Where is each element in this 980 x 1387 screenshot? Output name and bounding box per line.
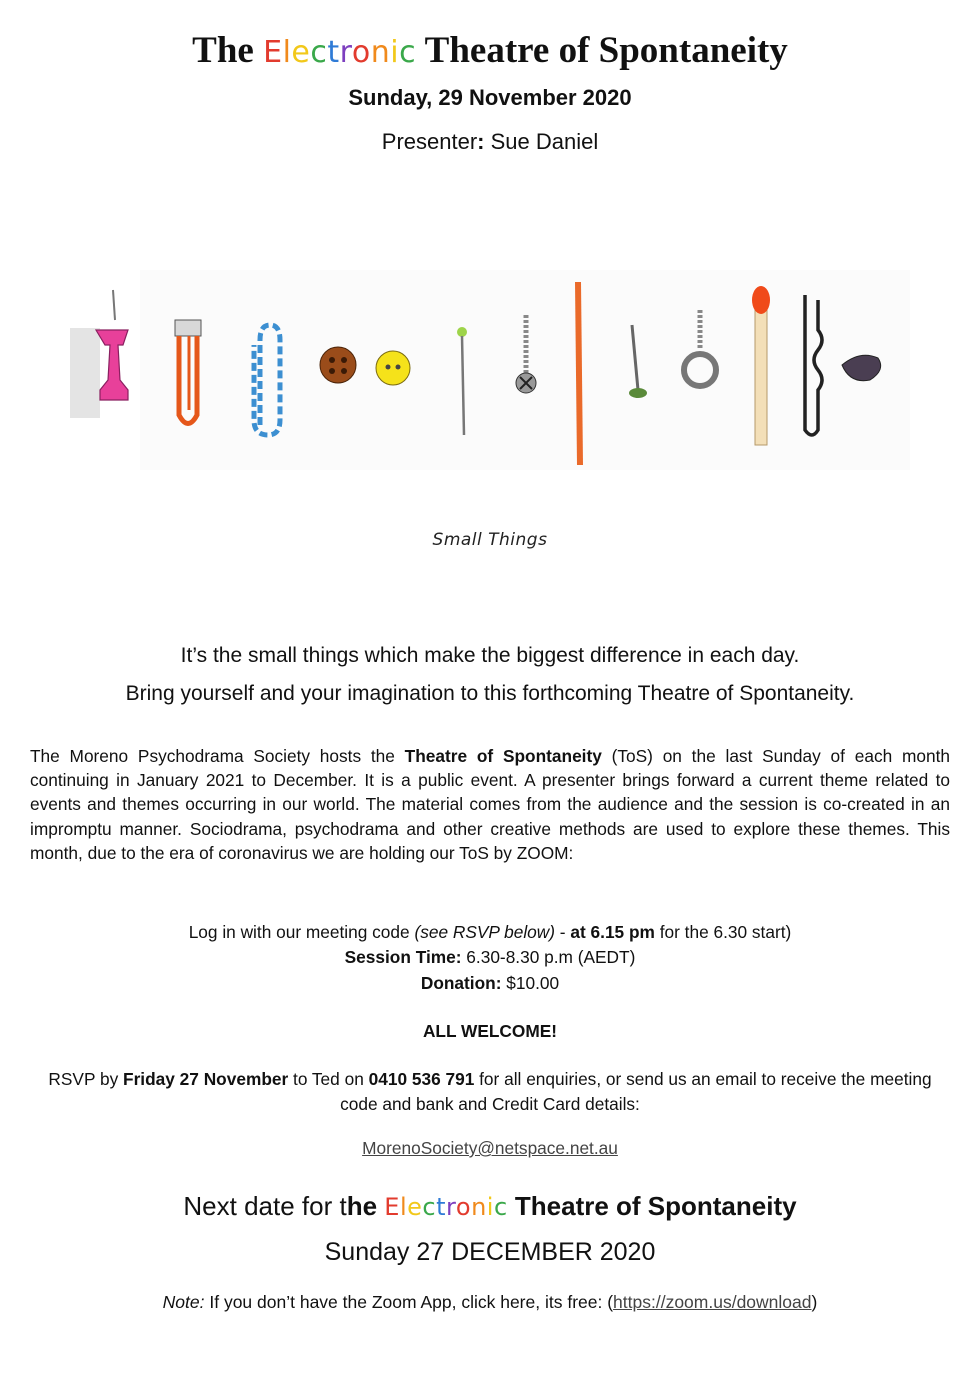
rainbow-letter: n xyxy=(471,1193,487,1221)
yellow-button-icon xyxy=(376,351,410,385)
desc-bold: Theatre of Spontaneity xyxy=(404,746,602,766)
zoom-download-link[interactable]: https://zoom.us/download xyxy=(613,1292,812,1312)
donation xyxy=(0,971,980,996)
email-line xyxy=(0,1136,980,1161)
rainbow-letter: l xyxy=(399,1193,408,1221)
session-time xyxy=(0,945,980,970)
safety-pin-icon xyxy=(175,320,201,424)
rainbow-letter: l xyxy=(282,35,292,70)
donation-value: $10.00 xyxy=(501,973,560,993)
page-title xyxy=(0,28,980,76)
illustration-caption: Small Things xyxy=(432,530,548,550)
rainbow-letter: e xyxy=(407,1193,423,1221)
login-italic: (see RSVP below) xyxy=(414,922,555,942)
presenter-name: Sue Daniel xyxy=(484,129,599,154)
rainbow-letter: r xyxy=(446,1193,456,1221)
note-text: If you don’t have the Zoom App, click here, its free: ( xyxy=(204,1292,614,1312)
rsvp-text-3: for all enquiries, or send us an email to receive the meeting code and bank and Credit Card details: xyxy=(340,1069,932,1114)
rainbow-letter: t xyxy=(327,35,340,70)
next-suffix: Theatre of Spontaneity xyxy=(507,1191,797,1221)
tagline-line-2: Bring yourself and your imagination to this forthcoming Theatre of Spontaneity. xyxy=(125,682,855,705)
next-prefix: Next date for t xyxy=(183,1191,347,1221)
presenter-label: Presenter xyxy=(381,129,478,154)
login-text-1: Log in with our meeting code xyxy=(188,922,415,942)
login-line xyxy=(0,920,980,945)
matchstick-icon xyxy=(752,286,770,445)
note-close: ) xyxy=(811,1292,818,1312)
rainbow-letter: c xyxy=(399,35,417,70)
session-label: Session Time: xyxy=(344,947,462,967)
title-rainbow-word xyxy=(263,30,416,71)
rainbow-letter: c xyxy=(493,1193,508,1221)
next-bold-he: he xyxy=(346,1191,385,1221)
rsvp-text-2: to Ted on xyxy=(288,1069,369,1089)
brown-button-icon xyxy=(320,347,356,383)
presenter-colon: : xyxy=(477,129,485,154)
rainbow-letter: r xyxy=(339,35,352,70)
tagline-line-1: It’s the small things which make the biggest difference in each day. xyxy=(180,644,800,667)
desc-text-1: The Moreno Psychodrama Society hosts the xyxy=(30,746,405,766)
login-text-3: for the 6.30 start) xyxy=(654,922,792,942)
rainbow-letter: c xyxy=(310,35,328,70)
rainbow-letter: e xyxy=(291,35,311,70)
orange-stick-icon xyxy=(578,282,580,465)
rainbow-letter: n xyxy=(370,35,391,70)
rainbow-letter: E xyxy=(263,35,283,70)
login-text-2: - xyxy=(555,922,571,942)
note-label: Note: xyxy=(162,1292,205,1312)
rsvp-phone: 0410 536 791 xyxy=(368,1069,475,1089)
rainbow-letter: i xyxy=(390,35,400,70)
login-bold: at 6.15 pm xyxy=(570,922,655,942)
rainbow-letter: E xyxy=(384,1193,400,1221)
title-prefix: The xyxy=(192,30,254,71)
donation-label: Donation: xyxy=(420,973,502,993)
desc-text-2: (ToS) on the last Sunday of each month continuing in January 2021 to December. It is a public event. A presenter brings forward a current theme related to events and themes occurring in our world. The material comes from the audience and the session is co-created in an impromptu manner. Sociodrama, psychodrama and other creative methods are used to explore these themes. This month, due to the era of coronavirus we are holding our ToS by ZOOM: xyxy=(30,746,950,863)
presenter-line xyxy=(0,128,980,156)
rainbow-letter: c xyxy=(422,1193,437,1221)
rainbow-letter: o xyxy=(455,1193,472,1221)
email-link[interactable]: MorenoSociety@netspace.net.au xyxy=(362,1138,618,1158)
rainbow-letter: i xyxy=(486,1193,494,1221)
rsvp-text-1: RSVP by xyxy=(48,1069,124,1089)
event-date: Sunday, 29 November 2020 xyxy=(348,85,632,110)
title-suffix: Theatre of Spontaneity xyxy=(424,30,788,71)
push-pin-icon xyxy=(70,290,128,418)
next-date-heading xyxy=(0,1188,980,1225)
next-rainbow-word xyxy=(384,1191,507,1221)
rainbow-letter: t xyxy=(436,1193,447,1221)
rsvp-date: Friday 27 November xyxy=(123,1069,289,1089)
session-value: 6.30-8.30 p.m (AEDT) xyxy=(461,947,636,967)
rainbow-letter: o xyxy=(351,35,371,70)
next-date: Sunday 27 DECEMBER 2020 xyxy=(324,1238,656,1266)
description-paragraph xyxy=(30,744,950,865)
zoom-note xyxy=(0,1290,980,1315)
all-welcome: ALL WELCOME! xyxy=(422,1021,558,1041)
rsvp-paragraph xyxy=(0,1067,980,1116)
